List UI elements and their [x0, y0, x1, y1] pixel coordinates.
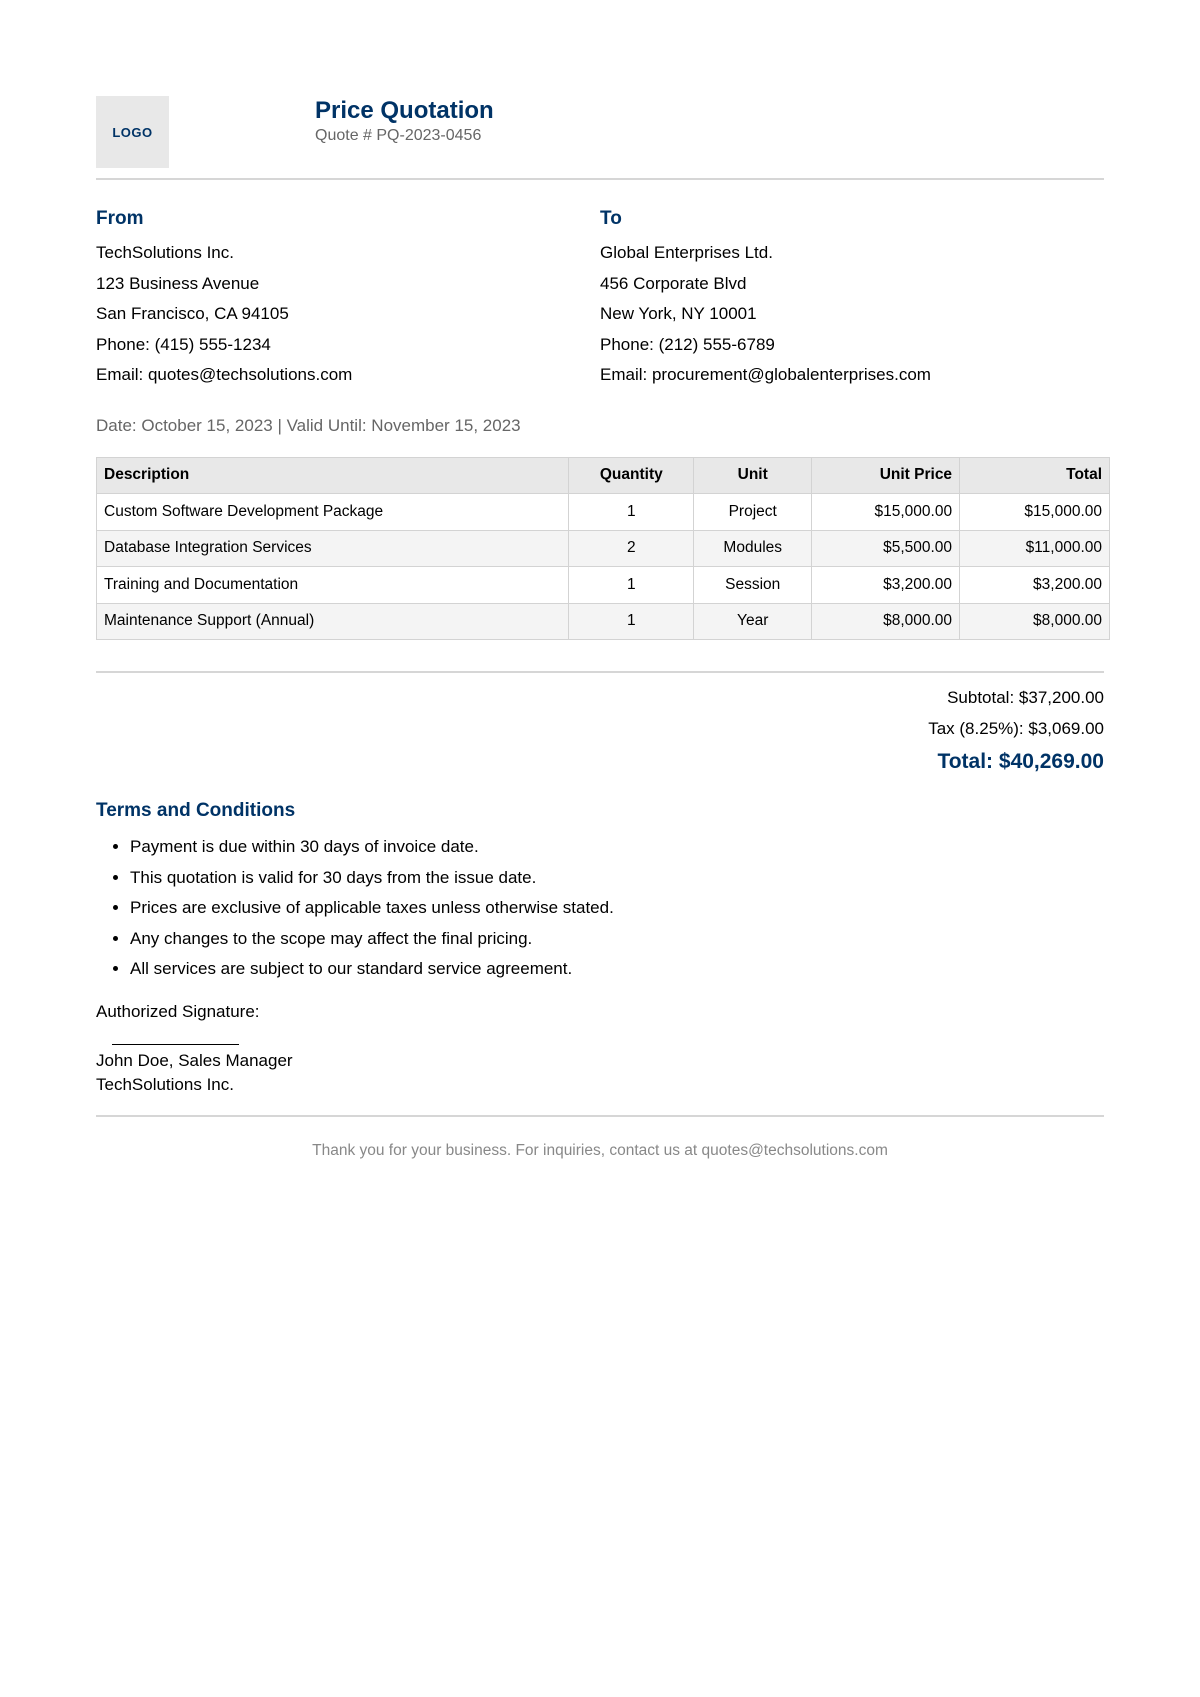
column-header-unit-price: Unit Price	[812, 457, 960, 494]
to-address-line1: 456 Corporate Blvd	[600, 273, 747, 293]
cell-total: $3,200.00	[960, 567, 1110, 604]
cell-description: Custom Software Development Package	[97, 494, 569, 531]
signature-label: Authorized Signature:	[96, 1001, 260, 1021]
from-block	[96, 208, 600, 391]
table-row	[97, 530, 1110, 567]
document-header	[96, 96, 1104, 180]
from-heading: From	[96, 208, 144, 229]
cell-unit-price: $5,500.00	[812, 530, 960, 567]
column-header-description: Description	[97, 457, 569, 494]
to-company: Global Enterprises Ltd.	[600, 243, 773, 262]
cell-unit-price: $15,000.00	[812, 494, 960, 531]
totals-summary	[96, 671, 1104, 780]
column-header-total: Total	[960, 457, 1110, 494]
from-company: TechSolutions Inc.	[96, 243, 234, 262]
cell-quantity: 1	[569, 603, 694, 640]
signatory-company: TechSolutions Inc.	[96, 1074, 234, 1094]
cell-description: Training and Documentation	[97, 567, 569, 604]
signature-block	[96, 1001, 1104, 1097]
list-item: • Payment is due within 30 days of invoice date.	[130, 832, 1104, 863]
quote-dates: Date: October 15, 2023 | Valid Until: November 15, 2023	[96, 415, 521, 435]
cell-quantity: 1	[569, 567, 694, 604]
cell-unit: Modules	[694, 530, 812, 567]
list-item: • This quotation is valid for 30 days from the issue date.	[130, 863, 1104, 894]
to-block	[600, 208, 1104, 391]
parties-section	[96, 208, 1104, 391]
from-address-line1: 123 Business Avenue	[96, 273, 260, 293]
signature-line	[112, 1023, 239, 1045]
from-address-line2: San Francisco, CA 94105	[96, 304, 289, 323]
list-item: • Prices are exclusive of applicable taxes unless otherwise stated.	[130, 893, 1104, 924]
table-row	[97, 494, 1110, 531]
terms-heading: Terms and Conditions	[96, 800, 296, 821]
cell-total: $15,000.00	[960, 494, 1110, 531]
list-item: • Any changes to the scope may affect the final pricing.	[130, 924, 1104, 955]
cell-quantity: 1	[569, 494, 694, 531]
cell-quantity: 2	[569, 530, 694, 567]
line-items-table	[96, 457, 1110, 641]
table-header-row	[97, 457, 1110, 494]
document-footer: Thank you for your business. For inquiries, contact us at quotes@techsolutions.com	[96, 1115, 1104, 1160]
terms-list	[96, 832, 1104, 985]
title-block	[315, 96, 494, 146]
cell-description: Maintenance Support (Annual)	[97, 603, 569, 640]
grand-total: Total: $40,269.00	[937, 750, 1104, 773]
subtotal: Subtotal: $37,200.00	[947, 688, 1104, 707]
column-header-quantity: Quantity	[569, 457, 694, 494]
cell-total: $11,000.00	[960, 530, 1110, 567]
cell-unit: Project	[694, 494, 812, 531]
to-email: Email: procurement@globalenterprises.com	[600, 365, 931, 384]
signatory-name: John Doe, Sales Manager	[96, 1050, 293, 1070]
table-row	[97, 567, 1110, 604]
table-row	[97, 603, 1110, 640]
page-title: Price Quotation	[315, 97, 494, 124]
terms-section	[96, 800, 1104, 985]
cell-unit-price: $8,000.00	[812, 603, 960, 640]
from-email: Email: quotes@techsolutions.com	[96, 365, 353, 384]
cell-description: Database Integration Services	[97, 530, 569, 567]
quote-number: Quote # PQ-2023-0456	[315, 127, 482, 144]
cell-unit: Year	[694, 603, 812, 640]
column-header-unit: Unit	[694, 457, 812, 494]
to-phone: Phone: (212) 555-6789	[600, 334, 775, 354]
cell-unit: Session	[694, 567, 812, 604]
from-phone: Phone: (415) 555-1234	[96, 334, 271, 354]
cell-total: $8,000.00	[960, 603, 1110, 640]
list-item: • All services are subject to our standard service agreement.	[130, 954, 1104, 985]
tax: Tax (8.25%): $3,069.00	[928, 718, 1104, 738]
cell-unit-price: $3,200.00	[812, 567, 960, 604]
to-address-line2: New York, NY 10001	[600, 304, 757, 323]
to-heading: To	[600, 208, 622, 229]
company-logo: LOGO	[96, 96, 169, 168]
